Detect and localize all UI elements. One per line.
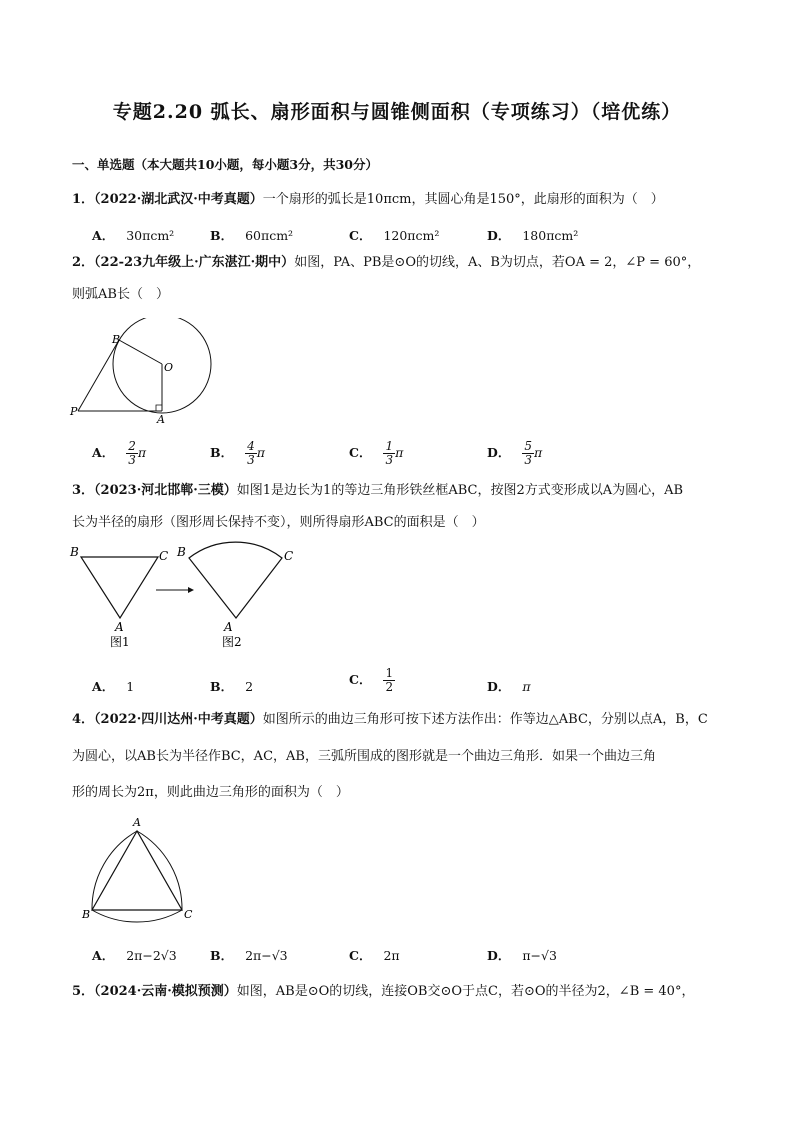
option-value: 30πcm² [126,228,175,243]
label-b: B [112,333,121,346]
option-value: 180πcm² [522,228,579,243]
option-value: 2π [383,948,400,963]
option-c: C． 120πcm² [349,228,440,243]
question-number: 2． [72,255,95,270]
fig1-label-c: C [159,549,169,563]
option-a: A． 1 [92,679,135,694]
option-value: 120πcm² [383,228,440,243]
question-number: 3． [72,483,95,498]
question-text: 如图所示的曲边三角形可按下述方法作出：作等边△ABC，分别以点A，B，C [262,712,708,727]
question-source: （2023·河北邯郸·三模） [94,483,237,498]
question-source: （2024·云南·模拟预测） [94,984,237,999]
question-source: （22-23九年级上·广东湛江·期中） [94,255,295,270]
label-p: P [70,405,78,418]
label-b: B [82,908,91,921]
option-c: C． $\frac{1}{3}$ π [349,439,404,467]
page-title: 专题2.20 弧长、扇形面积与圆锥侧面积（专项练习）（培优练） [112,101,682,123]
option-d: D． π−√3 [487,948,557,963]
label-c: C [184,908,193,921]
question-2 [72,254,700,272]
fig1-label-b: B [70,545,79,559]
option-value: 2π−√3 [245,948,288,963]
question-text: 一个扇形的弧长是10πcm，其圆心角是150°，此扇形的面积为（ ） [262,192,664,207]
question-source: （2022·湖北武汉·中考真题） [94,192,263,207]
question-3 [72,482,683,500]
option-value: 60πcm² [245,228,294,243]
option-value: π [522,679,531,694]
option-d: D． π [487,679,531,694]
question-4-line3: 形的周长为2π，则此曲边三角形的面积为（ ） [72,785,349,800]
section-heading: 一、单选题（本大题共10小题，每小题3分，共30分） [72,157,378,172]
fig2-caption: 图2 [222,635,242,649]
option-b: B． $\frac{4}{3}$ π [210,439,265,467]
fig1-caption: 图1 [110,635,130,649]
question-text: 如图，AB是⊙O的切线，连接OB交⊙O于点C，若⊙O的半径为2，∠B = 40°， [236,984,695,999]
label-o: O [164,361,174,374]
option-b: B． 60πcm² [210,228,294,243]
question-number: 5． [72,984,95,999]
option-value: 2π−2√3 [126,948,177,963]
fig1-label-a: A [115,620,124,634]
question-2-line2: 则弧AB长（ ） [72,287,169,302]
fig2-label-c: C [284,549,294,563]
question-1 [72,191,664,209]
question-source: （2022·四川达州·中考真题） [94,712,263,727]
option-b: B． 2π−√3 [210,948,288,963]
question-5 [72,983,694,1001]
figure-circle-tangents [64,318,224,428]
label-a: A [157,413,165,426]
fig2-label-b: B [177,545,186,559]
fig2-label-a: A [224,620,233,634]
question-number: 1． [72,192,95,207]
option-d: D． 180πcm² [487,228,579,243]
question-3-line2: 长为半径的扇形（图形周长保持不变），则所得扇形ABC的面积是（ ） [72,515,485,530]
option-a: A． $\frac{2}{3}$ π [92,439,147,467]
option-a: A． 2π−2√3 [92,948,177,963]
option-c: C． 2π [349,948,400,963]
option-value: 1 [126,679,135,694]
option-value: π−√3 [522,948,557,963]
option-value: 2 [245,679,254,694]
question-number: 4． [72,712,95,727]
option-d: D． $\frac{5}{3}$ π [487,439,543,467]
question-4 [72,711,708,729]
arrow-head-icon [188,587,194,593]
question-4-line2: 为圆心，以AB长为半径作BC，AC，AB，三弧所围成的图形就是一个曲边三角形．如果一个曲边三角 [72,749,656,764]
question-text: 如图，PA、PB是⊙O的切线，A、B为切点，若OA = 2，∠P = 60°， [294,255,701,270]
option-c: C． $\frac{1}{2}$ [349,666,394,694]
option-a: A． 30πcm² [92,228,175,243]
label-a: A [133,816,141,829]
figure-reuleaux-triangle [78,814,198,926]
figure-triangle-to-sector [64,540,304,652]
question-text: 如图1是边长为1的等边三角形铁丝框ABC，按图2方式变形成以A为圆心，AB [236,483,684,498]
option-b: B． 2 [210,679,254,694]
